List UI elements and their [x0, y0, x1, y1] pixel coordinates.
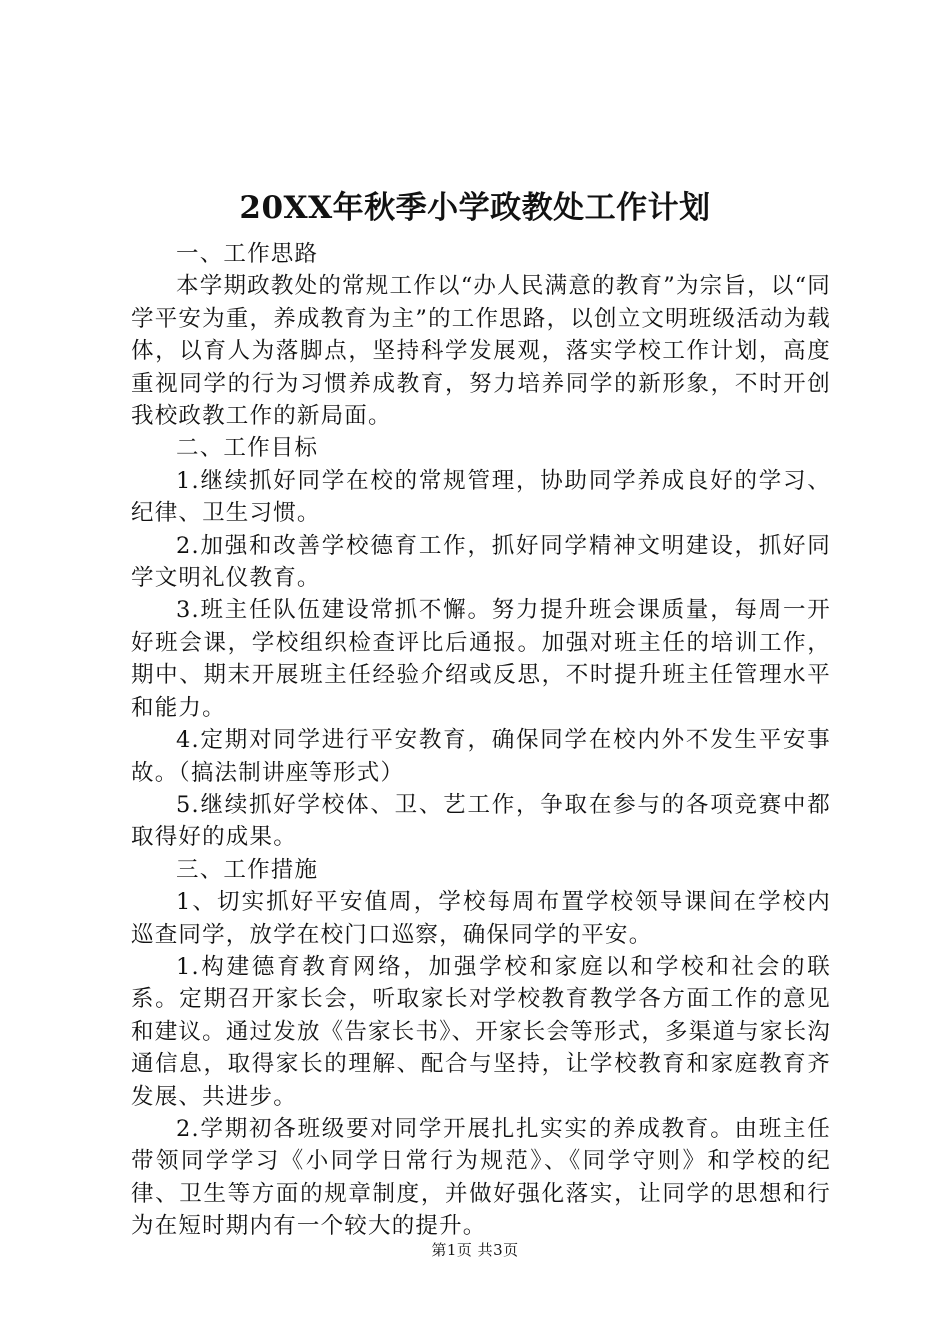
paragraph-measure-1: 1、切实抓好平安值周，学校每周布置学校领导课间在学校内巡查同学，放学在校门口巡察，确保同学的平安。 [131, 889, 831, 948]
document-title: 20XX年秋季小学政教处工作计划 [239, 190, 711, 226]
section-heading-2: 二、工作目标 [176, 435, 319, 462]
paragraph-goal-1: 1.继续抓好同学在校的常规管理，协助同学养成良好的学习、纪律、卫生习惯。 [131, 467, 831, 527]
paragraph-goal-4: 4.定期对同学进行平安教育，确保同学在校内外不发生平安事故。（搞法制讲座等形式） [131, 727, 831, 786]
paragraph-goal-3: 3.班主任队伍建设常抓不懈。努力提升班会课质量，每周一开好班会课，学校组织检查评比后通报。加强对班主任的培训工作，期中、期末开展班主任经验介绍或反思，不时提升班主任管理水平和能力。 [131, 597, 831, 721]
section-heading-1: 一、工作思路 [176, 241, 319, 267]
paragraph-goal-5: 5.继续抓好学校体、卫、艺工作，争取在参与的各项竞赛中都取得好的成果。 [131, 791, 831, 851]
paragraph-work-approach: 本学期政教处的常规工作以“办人民满意的教育”为宗旨，以“同学平安为重，养成教育为主”的工作思路，以创立文明班级活动为载体，以育人为落脚点，坚持科学发展观，落实学校工作计划，高度重视同学的行为习惯养成教育，努力培养同学的新形象，不时开创我校政教工作的新局面。 [131, 273, 832, 430]
paragraph-goal-2: 2.加强和改善学校德育工作，抓好同学精神文明建设，抓好同学文明礼仪教育。 [131, 532, 831, 592]
section-heading-3: 三、工作措施 [176, 856, 319, 883]
document-body [131, 238, 831, 1243]
page-number-footer: 第1页 共3页 [431, 1241, 519, 1259]
paragraph-measure-2: 1.构建德育教育网络，加强学校和家庭以和学校和社会的联系。定期召开家长会，听取家长对学校教育教学各方面工作的意见和建议。通过发放《告家长书》、开家长会等形式，多渠道与家长沟通信息，取得家长的理解、配合与坚持，让学校教育和家庭教育齐发展、共进步。 [131, 953, 831, 1110]
paragraph-measure-3: 2.学期初各班级要对同学开展扎扎实实的养成教育。由班主任带领同学学习《小同学日常行为规范》、《同学守则》和学校的纪律、卫生等方面的规章制度，并做好强化落实，让同学的思想和行为在短时期内有一个较大的提升。 [131, 1115, 831, 1240]
